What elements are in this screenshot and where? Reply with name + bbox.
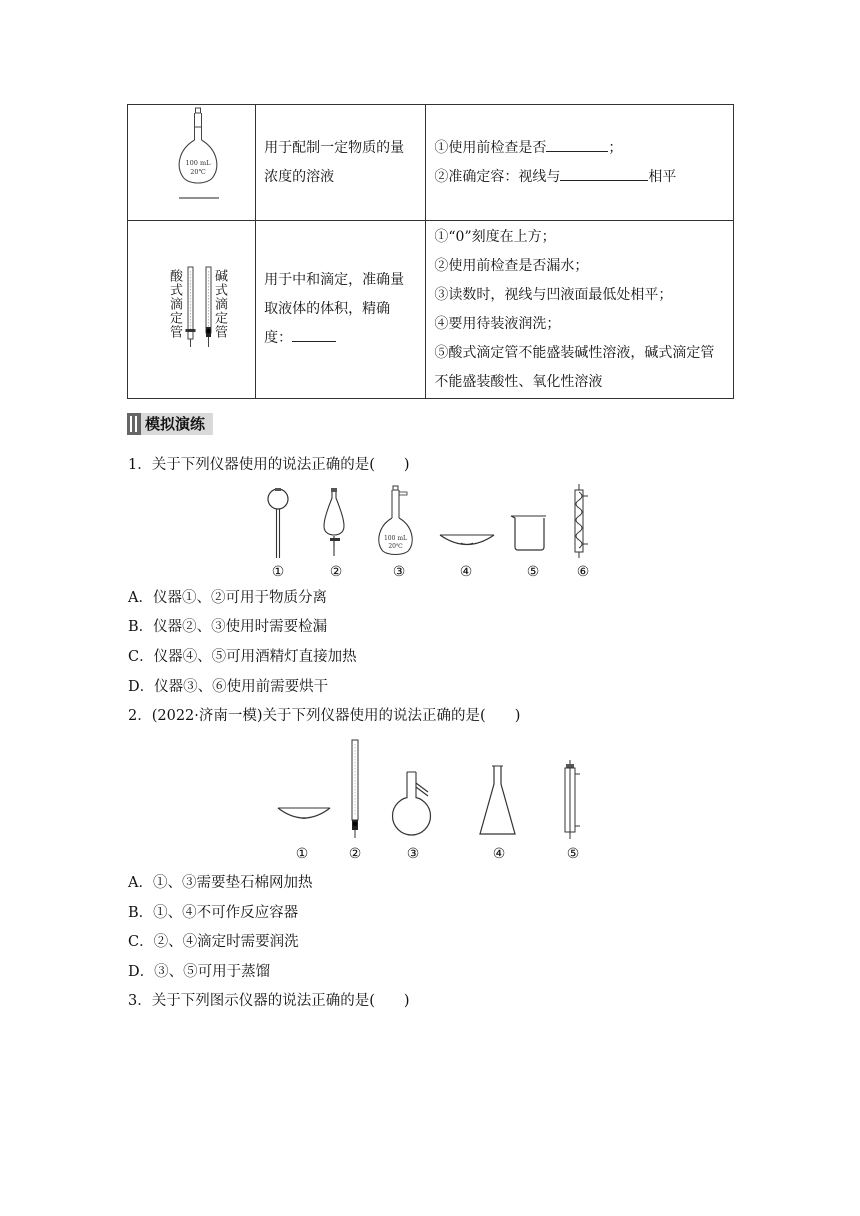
q1-option-c: C．仪器④、⑤可用酒精灯直接加热 <box>128 649 357 665</box>
volumetric-flask-icon <box>379 486 412 555</box>
q1-label-2: ② <box>329 564 343 580</box>
acid-burette-icon <box>186 267 196 347</box>
conical-flask-icon <box>480 766 515 834</box>
burette-note: ②使用前检查是否漏水； <box>434 257 589 274</box>
flask-volume-label: 100 mL <box>185 159 211 167</box>
flask-note-1: ①使用前检查是否 ； <box>434 134 725 163</box>
condenser-icon <box>565 760 580 839</box>
q1-flask-volume: 100 mL <box>383 535 408 542</box>
table-row <box>128 221 734 399</box>
condenser-icon <box>575 484 588 558</box>
instrument-table <box>127 104 734 399</box>
q2-figure <box>268 738 608 868</box>
flask-use-cell: 用于配制一定物质的量浓度的溶液 <box>256 105 426 221</box>
base-burette-label: 碱式滴定管 <box>212 269 227 339</box>
q1-option-b: B．仪器②、③使用时需要检漏 <box>128 619 328 635</box>
spherical-funnel-icon <box>268 488 288 558</box>
q2-option-c: C．②、④滴定时需要润洗 <box>128 934 299 950</box>
base-burette-icon <box>206 267 211 347</box>
section-bar-icon <box>127 413 141 435</box>
answer-blank <box>546 135 608 152</box>
question-2-stem: 2．(2022·济南一模)关于下列仪器使用的说法正确的是( ) <box>128 708 521 724</box>
acid-burette-label: 酸式滴定管 <box>167 269 182 339</box>
q1-flask-temp: 20℃ <box>388 543 403 550</box>
burettes-icon <box>128 221 252 398</box>
answer-blank <box>292 325 336 342</box>
q2-option-d: D．③、⑤可用于蒸馏 <box>128 964 271 980</box>
distillation-flask-icon <box>393 772 431 835</box>
beaker-icon <box>511 516 546 550</box>
flask-temp-label: 20℃ <box>189 168 206 176</box>
burette-notes-cell <box>426 221 734 399</box>
burette-icon <box>352 740 358 838</box>
question-3-stem: 3．关于下列图示仪器的说法正确的是( ) <box>128 993 410 1009</box>
q1-option-d: D．仪器③、⑥使用前需要烘干 <box>128 679 329 695</box>
burette-note: ④要用待装液润洗； <box>434 315 561 332</box>
answer-blank <box>560 164 648 181</box>
q1-label-3: ③ <box>392 564 406 580</box>
burette-note: ③读数时，视线与凹液面最低处相平； <box>434 286 673 303</box>
section-title: 模拟演练 <box>141 413 213 435</box>
q1-label-5: ⑤ <box>526 564 540 580</box>
separatory-funnel-icon <box>324 488 344 556</box>
q2-label-3: ③ <box>406 846 420 862</box>
flask-note-2: ②准确定容：视线与 相平 <box>434 163 725 192</box>
burette-note: ⑤酸式滴定管不能盛装碱性溶液，碱式滴定管不能盛装酸性、氧化性溶液 <box>434 344 715 390</box>
volumetric-flask-icon <box>130 105 254 209</box>
q2-option-b: B．①、④不可作反应容器 <box>128 905 299 921</box>
q2-option-a: A．①、③需要垫石棉网加热 <box>128 875 313 891</box>
question-1-stem: 1．关于下列仪器使用的说法正确的是( ) <box>128 457 410 473</box>
q1-label-6: ⑥ <box>576 564 590 580</box>
q1-figure <box>254 484 654 584</box>
q1-label-1: ① <box>271 564 285 580</box>
burette-cell <box>128 221 256 399</box>
q1-label-4: ④ <box>459 564 473 580</box>
burette-note: ①“0”刻度在上方； <box>434 228 556 245</box>
q2-label-1: ① <box>295 846 309 862</box>
evaporating-dish-icon <box>278 808 330 819</box>
q2-label-5: ⑤ <box>566 846 580 862</box>
table-row <box>128 105 734 221</box>
section-header <box>127 413 213 435</box>
q2-label-2: ② <box>348 846 362 862</box>
evaporating-dish-icon <box>440 535 494 545</box>
flask-notes-cell <box>426 105 734 221</box>
burette-use-cell: 用于中和滴定，准确量取液体的体积，精确度： <box>256 221 426 399</box>
q1-option-a: A．仪器①、②可用于物质分离 <box>128 590 327 606</box>
q2-label-4: ④ <box>492 846 506 862</box>
volumetric-flask-cell <box>128 105 256 221</box>
